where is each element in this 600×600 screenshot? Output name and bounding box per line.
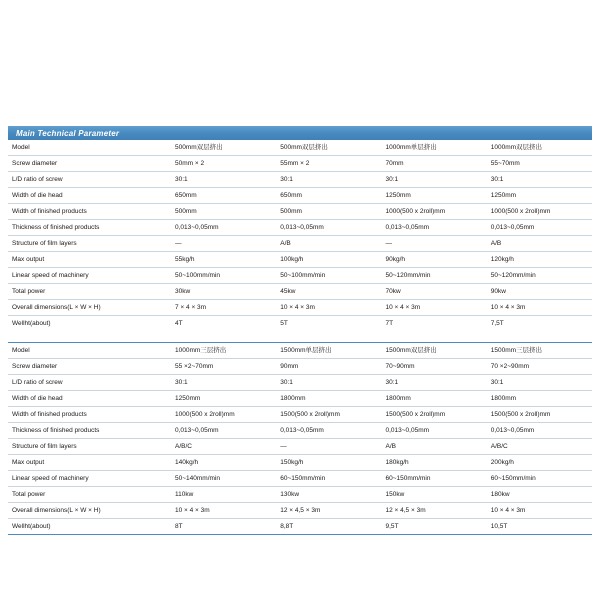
- cell-value: 30:1: [171, 375, 276, 391]
- cell-value: 180kw: [487, 487, 592, 503]
- row-label: L/D ratio of screw: [8, 375, 171, 391]
- row-label: Max output: [8, 252, 171, 268]
- cell-value: 30:1: [171, 172, 276, 188]
- table-row: [8, 172, 592, 188]
- cell-value: 7 × 4 × 3m: [171, 300, 276, 316]
- cell-value: 10 × 4 × 3m: [276, 300, 381, 316]
- cell-value: 60~150mm/min: [487, 471, 592, 487]
- cell-value: 1500mm双层挤出: [385, 347, 437, 354]
- cell-value: 90kg/h: [382, 252, 487, 268]
- cell-value: A/B: [276, 236, 381, 252]
- cell-value: 60~150mm/min: [382, 471, 487, 487]
- row-label: Structure of film layers: [8, 439, 171, 455]
- cell-value: 650mm: [171, 188, 276, 204]
- row-label: Thickness of finished products: [8, 220, 171, 236]
- row-label: L/D ratio of screw: [8, 172, 171, 188]
- cell-value: 0,013~0,05mm: [276, 423, 381, 439]
- spec-sheet: [8, 126, 592, 535]
- cell-value: 0,013~0,05mm: [382, 220, 487, 236]
- cell-value: 30:1: [382, 172, 487, 188]
- cell-value: 0,013~0,05mm: [382, 423, 487, 439]
- row-label: Wellht(about): [8, 316, 171, 332]
- cell-value: 500mm: [171, 204, 276, 220]
- spec-table-2-body: [8, 343, 592, 535]
- cell-value: 5T: [276, 316, 381, 332]
- cell-value: 60~150mm/min: [276, 471, 381, 487]
- cell-value: 30:1: [487, 375, 592, 391]
- cell-value: 100kg/h: [276, 252, 381, 268]
- cell-value: 1000(500 x 2roll)mm: [487, 204, 592, 220]
- row-label: Screw diameter: [8, 156, 171, 172]
- cell-value: 30kw: [171, 284, 276, 300]
- table-row: [8, 439, 592, 455]
- cell-value: 1000(500 x 2roll)mm: [382, 204, 487, 220]
- spec-table-2: [8, 342, 592, 534]
- row-label: Width of die head: [8, 391, 171, 407]
- row-label: Model: [12, 347, 30, 354]
- table-row: [8, 156, 592, 172]
- table-row: [8, 284, 592, 300]
- cell-value: 70mm: [382, 156, 487, 172]
- table-row: [8, 236, 592, 252]
- cell-value: 1250mm: [382, 188, 487, 204]
- table-row: [8, 359, 592, 375]
- table-row: [8, 188, 592, 204]
- cell-value: 500mm: [276, 204, 381, 220]
- cell-value: 7T: [382, 316, 487, 332]
- table-row: [8, 391, 592, 407]
- cell-value: 8T: [171, 519, 276, 535]
- row-label: Overall dimensions(L × W × H): [8, 300, 171, 316]
- section-header-bar: [8, 126, 592, 140]
- cell-value: 0,013~0,05mm: [487, 423, 592, 439]
- cell-value: 1000(500 x 2roll)mm: [171, 407, 276, 423]
- table-row: [8, 503, 592, 519]
- row-label: Total power: [8, 487, 171, 503]
- cell-value: 1500mm三层挤出: [490, 347, 543, 354]
- table-row: [8, 252, 592, 268]
- row-label: Linear speed of machinery: [8, 268, 171, 284]
- table-row: [8, 423, 592, 439]
- cell-value: 10 × 4 × 3m: [171, 503, 276, 519]
- cell-value: 150kg/h: [276, 455, 381, 471]
- spec-table-1-body: [8, 140, 592, 331]
- cell-value: 55~70mm: [487, 156, 592, 172]
- row-label: Overall dimensions(L × W × H): [8, 503, 171, 519]
- cell-value: 150kw: [382, 487, 487, 503]
- row-label: Linear speed of machinery: [8, 471, 171, 487]
- spec-table-1: [8, 140, 592, 331]
- row-label: Width of finished products: [8, 204, 171, 220]
- row-label: Thickness of finished products: [8, 423, 171, 439]
- cell-value: 650mm: [276, 188, 381, 204]
- cell-value: 1250mm: [171, 391, 276, 407]
- table-gap: [8, 331, 592, 342]
- cell-value: 140kg/h: [171, 455, 276, 471]
- table-row: [8, 204, 592, 220]
- cell-value: 50~100mm/min: [276, 268, 381, 284]
- row-label: Wellht(about): [8, 519, 171, 535]
- row-label: Screw diameter: [8, 359, 171, 375]
- cell-value: 90kw: [487, 284, 592, 300]
- cell-value: 1500(500 x 2roll)mm: [382, 407, 487, 423]
- cell-value: 1500mm单层挤出: [280, 347, 332, 354]
- table-row: [8, 316, 592, 332]
- cell-value: 30:1: [276, 375, 381, 391]
- cell-value: 0,013~0,05mm: [487, 220, 592, 236]
- cell-value: 10 × 4 × 3m: [382, 300, 487, 316]
- cell-value: 1250mm: [487, 188, 592, 204]
- cell-value: 0,013~0,05mm: [171, 423, 276, 439]
- cell-value: A/B/C: [171, 439, 276, 455]
- cell-value: 1000mm双层挤出: [490, 144, 543, 151]
- cell-value: 70kw: [382, 284, 487, 300]
- cell-value: 1800mm: [487, 391, 592, 407]
- table-row: [8, 220, 592, 236]
- table-row: [8, 487, 592, 503]
- cell-value: 0,013~0,05mm: [276, 220, 381, 236]
- cell-value: 1800mm: [276, 391, 381, 407]
- cell-value: 130kw: [276, 487, 381, 503]
- cell-value: 120kg/h: [487, 252, 592, 268]
- cell-value: —: [276, 439, 381, 455]
- cell-value: 8,8T: [276, 519, 381, 535]
- cell-value: —: [382, 236, 487, 252]
- cell-value: 12 × 4,5 × 3m: [276, 503, 381, 519]
- section-title: Main Technical Parameter: [16, 128, 120, 138]
- row-label: Width of finished products: [8, 407, 171, 423]
- cell-value: 1500(500 x 2roll)mm: [276, 407, 381, 423]
- cell-value: 50~120mm/min: [382, 268, 487, 284]
- cell-value: 12 × 4,5 × 3m: [382, 503, 487, 519]
- cell-value: 70 ×2~90mm: [487, 359, 592, 375]
- table-row: [8, 407, 592, 423]
- table-row: [8, 140, 592, 156]
- cell-value: 55mm × 2: [276, 156, 381, 172]
- table-row: [8, 455, 592, 471]
- cell-value: 7,5T: [487, 316, 592, 332]
- cell-value: 500mm双层挤出: [280, 144, 328, 151]
- table-row: [8, 300, 592, 316]
- row-label: Max output: [8, 455, 171, 471]
- cell-value: 500mm双层挤出: [175, 144, 223, 151]
- cell-value: 45kw: [276, 284, 381, 300]
- table-row: [8, 519, 592, 535]
- table-row: [8, 471, 592, 487]
- cell-value: 0,013~0,05mm: [171, 220, 276, 236]
- cell-value: 9,5T: [382, 519, 487, 535]
- cell-value: A/B: [487, 236, 592, 252]
- cell-value: 50mm × 2: [171, 156, 276, 172]
- row-label: Total power: [8, 284, 171, 300]
- cell-value: 200kg/h: [487, 455, 592, 471]
- table-row: [8, 375, 592, 391]
- cell-value: 30:1: [382, 375, 487, 391]
- table-row: [8, 268, 592, 284]
- cell-value: 30:1: [276, 172, 381, 188]
- bottom-rule: [8, 534, 592, 535]
- cell-value: 110kw: [171, 487, 276, 503]
- cell-value: 1500(500 x 2roll)mm: [487, 407, 592, 423]
- cell-value: 50~140mm/min: [171, 471, 276, 487]
- cell-value: 30:1: [487, 172, 592, 188]
- cell-value: 1000mm单层挤出: [385, 144, 437, 151]
- table-row: [8, 343, 592, 359]
- cell-value: A/B/C: [487, 439, 592, 455]
- cell-value: 90mm: [276, 359, 381, 375]
- cell-value: 1800mm: [382, 391, 487, 407]
- cell-value: 10,5T: [487, 519, 592, 535]
- cell-value: —: [171, 236, 276, 252]
- cell-value: 55kg/h: [171, 252, 276, 268]
- cell-value: 50~100mm/min: [171, 268, 276, 284]
- row-label: Model: [12, 144, 30, 151]
- cell-value: 10 × 4 × 3m: [487, 300, 592, 316]
- cell-value: 50~120mm/min: [487, 268, 592, 284]
- cell-value: 4T: [171, 316, 276, 332]
- cell-value: 55 ×2~70mm: [171, 359, 276, 375]
- row-label: Width of die head: [8, 188, 171, 204]
- cell-value: 1000mm三层挤出: [175, 347, 227, 354]
- cell-value: A/B: [382, 439, 487, 455]
- row-label: Structure of film layers: [8, 236, 171, 252]
- cell-value: 10 × 4 × 3m: [487, 503, 592, 519]
- cell-value: 180kg/h: [382, 455, 487, 471]
- cell-value: 70~90mm: [382, 359, 487, 375]
